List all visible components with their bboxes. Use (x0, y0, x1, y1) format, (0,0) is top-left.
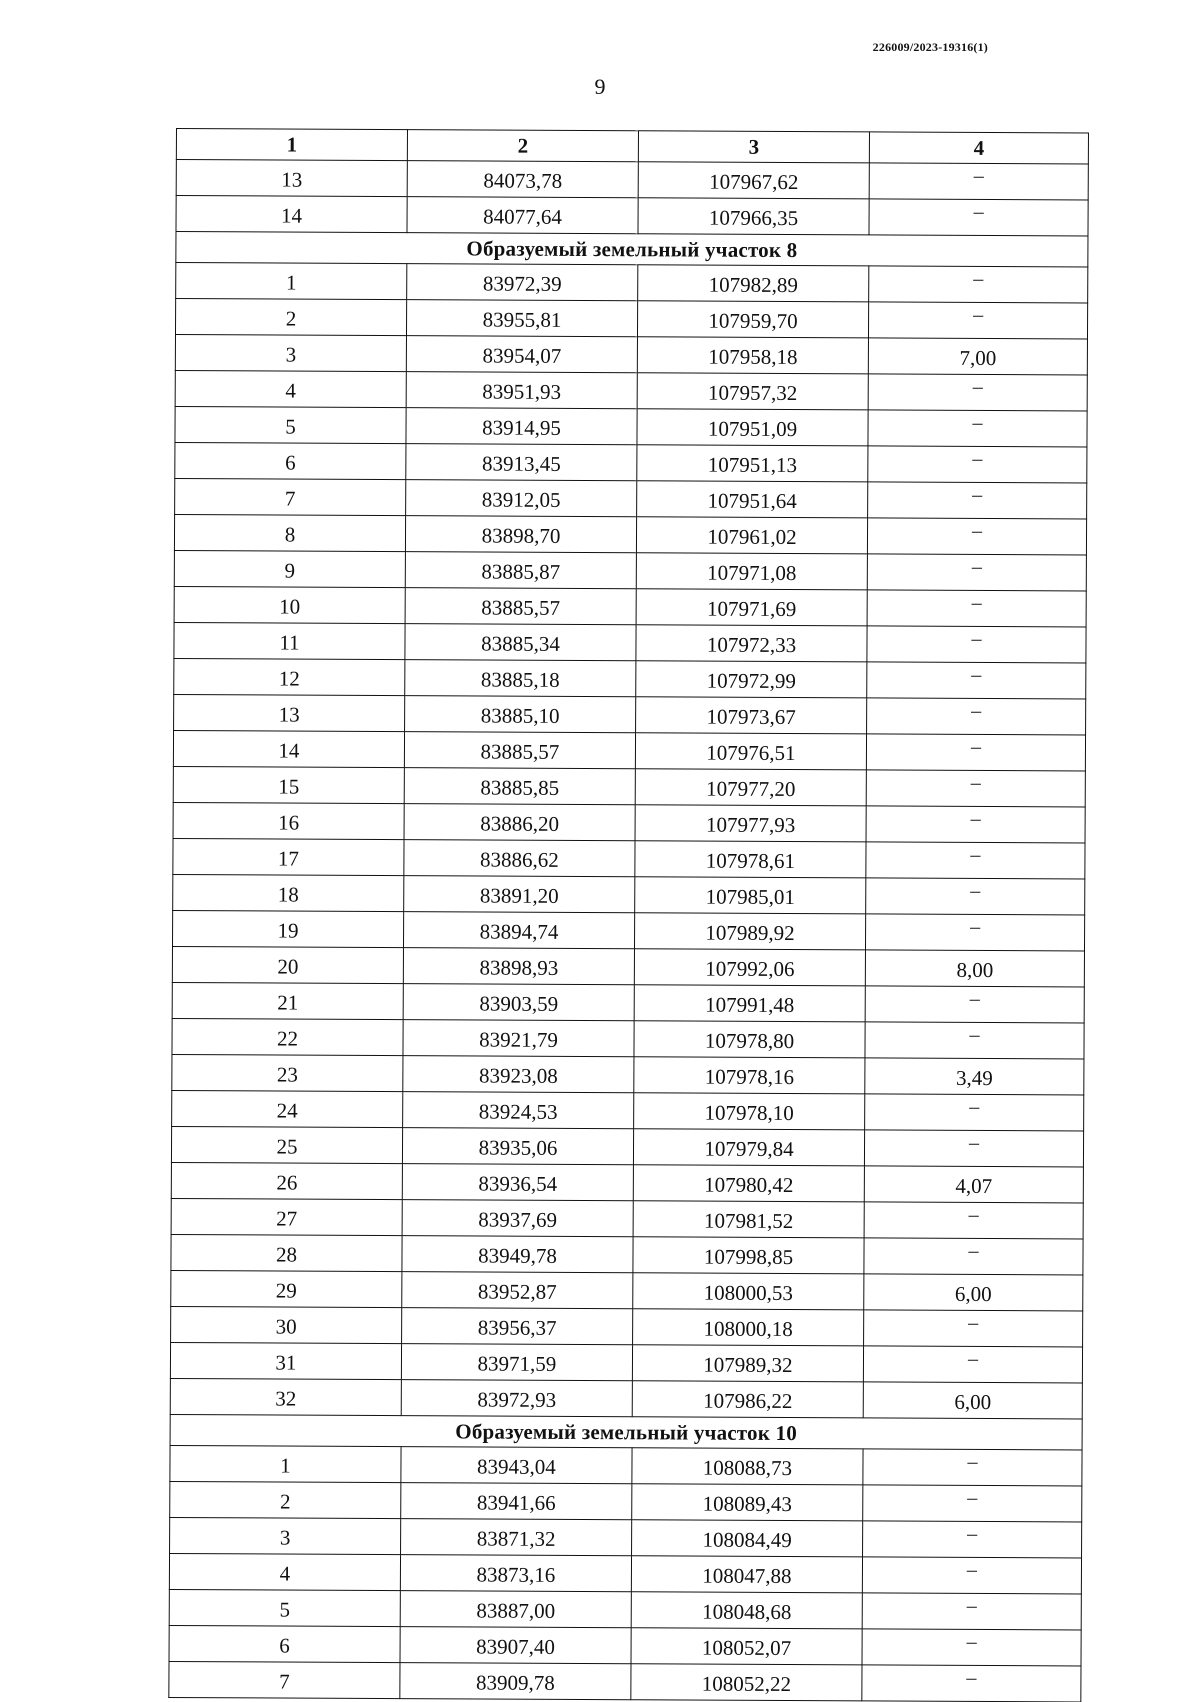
point-number-cell: 3 (170, 1517, 401, 1554)
point-number-cell: 5 (175, 406, 406, 443)
x-coordinate-cell: 83943,04 (401, 1447, 632, 1484)
point-number-cell: 14 (176, 196, 407, 233)
point-number-cell: 23 (172, 1054, 403, 1091)
value-cell: 8,00 (865, 950, 1084, 987)
y-coordinate-cell: 107976,51 (635, 733, 866, 770)
x-coordinate-cell: 83971,59 (401, 1344, 632, 1381)
section-title: Образуемый земельный участок 10 (170, 1414, 1082, 1449)
point-number-cell: 27 (171, 1198, 402, 1235)
table-row (176, 160, 1088, 200)
value-cell: – (867, 698, 1086, 735)
point-number-cell: 1 (170, 1445, 401, 1482)
y-coordinate-cell: 107989,92 (634, 913, 865, 950)
table-row (170, 1481, 1082, 1521)
x-coordinate-cell: 83885,10 (405, 696, 636, 733)
table-header (176, 129, 1088, 164)
y-coordinate-cell: 107992,06 (634, 949, 865, 986)
y-coordinate-cell: 107971,69 (636, 589, 867, 626)
point-number-cell: 17 (173, 838, 404, 875)
table-row (169, 1625, 1081, 1665)
section-title: Образуемый земельный участок 8 (176, 232, 1088, 267)
table-row (173, 766, 1085, 806)
point-number-cell: 30 (171, 1306, 402, 1343)
point-number-cell: 31 (170, 1342, 401, 1379)
value-cell: – (862, 1593, 1081, 1630)
table-row (169, 1589, 1081, 1629)
x-coordinate-cell: 84077,64 (407, 197, 638, 234)
x-coordinate-cell: 83907,40 (400, 1627, 631, 1664)
y-coordinate-cell: 107951,64 (637, 481, 868, 518)
point-number-cell: 10 (174, 586, 405, 623)
point-number-cell: 1 (176, 263, 407, 300)
value-cell: – (866, 842, 1085, 879)
x-coordinate-cell: 83952,87 (402, 1272, 633, 1309)
point-number-cell: 25 (171, 1126, 402, 1163)
x-coordinate-cell: 83909,78 (400, 1663, 631, 1700)
value-cell: 7,00 (868, 338, 1087, 375)
point-number-cell: 7 (169, 1661, 400, 1698)
value-cell: – (866, 770, 1085, 807)
table-row (173, 730, 1085, 770)
point-number-cell: 11 (174, 622, 405, 659)
point-number-cell: 4 (175, 370, 406, 407)
x-coordinate-cell: 83913,45 (406, 444, 637, 481)
value-cell: – (867, 554, 1086, 591)
x-coordinate-cell: 83954,07 (406, 336, 637, 373)
table-row (175, 299, 1087, 339)
coordinates-table (168, 128, 1089, 1702)
x-coordinate-cell: 83885,34 (405, 624, 636, 661)
y-coordinate-cell: 107978,16 (634, 1057, 865, 1094)
value-cell: – (863, 1521, 1082, 1558)
x-coordinate-cell: 83894,74 (403, 912, 634, 949)
table-row (174, 658, 1086, 698)
point-number-cell: 7 (175, 478, 406, 515)
point-number-cell: 24 (172, 1090, 403, 1127)
point-number-cell: 20 (172, 946, 403, 983)
table-row (170, 1517, 1082, 1557)
point-number-cell: 18 (173, 874, 404, 911)
point-number-cell: 13 (176, 160, 407, 197)
y-coordinate-cell: 107972,33 (636, 625, 867, 662)
value-cell: – (865, 1094, 1084, 1131)
x-coordinate-cell: 83972,93 (401, 1380, 632, 1417)
y-coordinate-cell: 107981,52 (633, 1201, 864, 1238)
table-row (171, 1198, 1083, 1238)
point-number-cell: 29 (171, 1270, 402, 1307)
table-row (176, 196, 1088, 236)
table-row (175, 478, 1087, 518)
value-cell: – (863, 1485, 1082, 1522)
column-header-4: 4 (869, 132, 1088, 164)
table-row (171, 1162, 1083, 1202)
table-row (174, 550, 1086, 590)
point-number-cell: 22 (172, 1018, 403, 1055)
table-row (171, 1126, 1083, 1166)
x-coordinate-cell: 83949,78 (402, 1236, 633, 1273)
y-coordinate-cell: 107979,84 (633, 1129, 864, 1166)
y-coordinate-cell: 107966,35 (638, 198, 869, 235)
y-coordinate-cell: 107967,62 (638, 162, 869, 199)
x-coordinate-cell: 83885,85 (404, 768, 635, 805)
x-coordinate-cell: 83871,32 (401, 1519, 632, 1556)
y-coordinate-cell: 107982,89 (638, 265, 869, 302)
y-coordinate-cell: 107959,70 (637, 301, 868, 338)
x-coordinate-cell: 83885,18 (405, 660, 636, 697)
y-coordinate-cell: 107978,10 (634, 1093, 865, 1130)
table-row (175, 334, 1087, 374)
point-number-cell: 13 (174, 694, 405, 731)
value-cell: – (868, 446, 1087, 483)
table-row (174, 586, 1086, 626)
x-coordinate-cell: 84073,78 (407, 161, 638, 198)
table-row (175, 442, 1087, 482)
x-coordinate-cell: 83873,16 (400, 1555, 631, 1592)
table-row (173, 910, 1085, 950)
y-coordinate-cell: 107958,18 (637, 337, 868, 374)
x-coordinate-cell: 83885,57 (405, 588, 636, 625)
point-number-cell: 3 (175, 334, 406, 371)
value-cell: – (864, 1202, 1083, 1239)
y-coordinate-cell: 108000,53 (633, 1273, 864, 1310)
value-cell: 6,00 (863, 1382, 1082, 1419)
value-cell: 6,00 (864, 1274, 1083, 1311)
point-number-cell: 21 (172, 982, 403, 1019)
x-coordinate-cell: 83924,53 (403, 1092, 634, 1129)
value-cell: – (865, 986, 1084, 1023)
y-coordinate-cell: 107973,67 (636, 697, 867, 734)
table-row (171, 1270, 1083, 1310)
table-row (169, 1661, 1081, 1701)
value-cell: – (867, 662, 1086, 699)
x-coordinate-cell: 83885,87 (405, 552, 636, 589)
point-number-cell: 15 (173, 766, 404, 803)
y-coordinate-cell: 107951,09 (637, 409, 868, 446)
y-coordinate-cell: 107971,08 (636, 553, 867, 590)
x-coordinate-cell: 83885,57 (404, 732, 635, 769)
x-coordinate-cell: 83898,93 (403, 948, 634, 985)
table-row (173, 802, 1085, 842)
y-coordinate-cell: 107978,80 (634, 1021, 865, 1058)
y-coordinate-cell: 107978,61 (635, 841, 866, 878)
y-coordinate-cell: 108088,73 (632, 1448, 863, 1485)
value-cell: – (864, 1310, 1083, 1347)
table-row (172, 946, 1084, 986)
point-number-cell: 2 (170, 1481, 401, 1518)
x-coordinate-cell: 83886,62 (404, 840, 635, 877)
value-cell: – (862, 1557, 1081, 1594)
page-number: 9 (594, 74, 606, 99)
x-coordinate-cell: 83921,79 (403, 1020, 634, 1057)
value-cell: – (864, 1238, 1083, 1275)
value-cell: – (863, 1346, 1082, 1383)
value-cell: – (865, 1022, 1084, 1059)
point-number-cell: 9 (174, 550, 405, 587)
value-cell: – (867, 626, 1086, 663)
table-row (174, 514, 1086, 554)
x-coordinate-cell: 83972,39 (407, 264, 638, 301)
column-header-1: 1 (176, 129, 407, 161)
point-number-cell: 12 (174, 658, 405, 695)
section-title-row (170, 1414, 1082, 1449)
table-body (169, 160, 1089, 1702)
y-coordinate-cell: 107998,85 (633, 1237, 864, 1274)
y-coordinate-cell: 107985,01 (635, 877, 866, 914)
point-number-cell: 4 (169, 1553, 400, 1590)
value-cell: – (866, 734, 1085, 771)
y-coordinate-cell: 107977,93 (635, 805, 866, 842)
table-row (174, 694, 1086, 734)
table-row (170, 1342, 1082, 1382)
table-row (176, 263, 1088, 303)
value-cell: 3,49 (865, 1058, 1084, 1095)
table-row (173, 838, 1085, 878)
x-coordinate-cell: 83941,66 (401, 1483, 632, 1520)
x-coordinate-cell: 83891,20 (404, 876, 635, 913)
value-cell: – (868, 374, 1087, 411)
point-number-cell: 14 (173, 730, 404, 767)
y-coordinate-cell: 108089,43 (632, 1484, 863, 1521)
table-row (175, 370, 1087, 410)
point-number-cell: 19 (173, 910, 404, 947)
x-coordinate-cell: 83955,81 (406, 300, 637, 337)
table-row (175, 406, 1087, 446)
value-cell: – (866, 806, 1085, 843)
y-coordinate-cell: 108052,07 (631, 1628, 862, 1665)
value-cell: – (867, 590, 1086, 627)
table-row (171, 1234, 1083, 1274)
value-cell: – (866, 878, 1085, 915)
x-coordinate-cell: 83937,69 (402, 1200, 633, 1237)
y-coordinate-cell: 108047,88 (631, 1556, 862, 1593)
x-coordinate-cell: 83903,59 (403, 984, 634, 1021)
y-coordinate-cell: 107991,48 (634, 985, 865, 1022)
x-coordinate-cell: 83935,06 (402, 1128, 633, 1165)
x-coordinate-cell: 83951,93 (406, 372, 637, 409)
table-row (172, 1090, 1084, 1130)
value-cell: – (869, 199, 1088, 236)
value-cell: – (868, 410, 1087, 447)
point-number-cell: 6 (175, 442, 406, 479)
point-number-cell: 32 (170, 1378, 401, 1415)
x-coordinate-cell: 83936,54 (402, 1164, 633, 1201)
y-coordinate-cell: 107980,42 (633, 1165, 864, 1202)
value-cell: – (865, 914, 1084, 951)
table-row (169, 1553, 1081, 1593)
table-row (172, 1018, 1084, 1058)
value-cell: – (867, 518, 1086, 555)
x-coordinate-cell: 83887,00 (400, 1591, 631, 1628)
x-coordinate-cell: 83956,37 (402, 1308, 633, 1345)
y-coordinate-cell: 107986,22 (632, 1381, 863, 1418)
table-row (171, 1306, 1083, 1346)
table-row (172, 1054, 1084, 1094)
table-row (170, 1378, 1082, 1418)
x-coordinate-cell: 83914,95 (406, 408, 637, 445)
x-coordinate-cell: 83898,70 (405, 516, 636, 553)
x-coordinate-cell: 83923,08 (403, 1056, 634, 1093)
point-number-cell: 16 (173, 802, 404, 839)
point-number-cell: 26 (171, 1162, 402, 1199)
y-coordinate-cell: 107951,13 (637, 445, 868, 482)
value-cell: – (869, 163, 1088, 200)
value-cell: – (868, 302, 1087, 339)
y-coordinate-cell: 108084,49 (632, 1520, 863, 1557)
table-row (173, 874, 1085, 914)
y-coordinate-cell: 108052,22 (631, 1664, 862, 1701)
value-cell: – (863, 1449, 1082, 1486)
column-header-2: 2 (407, 130, 638, 162)
value-cell: – (864, 1130, 1083, 1167)
y-coordinate-cell: 107961,02 (636, 517, 867, 554)
y-coordinate-cell: 108000,18 (633, 1309, 864, 1346)
document-code: 226009/2023-19316(1) (872, 40, 988, 54)
x-coordinate-cell: 83912,05 (406, 480, 637, 517)
value-cell: – (869, 266, 1088, 303)
value-cell: – (868, 482, 1087, 519)
table-row (170, 1445, 1082, 1485)
value-cell: – (862, 1629, 1081, 1666)
point-number-cell: 8 (174, 514, 405, 551)
point-number-cell: 28 (171, 1234, 402, 1271)
point-number-cell: 5 (169, 1589, 400, 1626)
table-row (172, 982, 1084, 1022)
y-coordinate-cell: 108048,68 (631, 1592, 862, 1629)
value-cell: 4,07 (864, 1166, 1083, 1203)
column-header-3: 3 (638, 131, 869, 163)
point-number-cell: 6 (169, 1625, 400, 1662)
y-coordinate-cell: 107989,32 (632, 1345, 863, 1382)
table-row (174, 622, 1086, 662)
x-coordinate-cell: 83886,20 (404, 804, 635, 841)
y-coordinate-cell: 107972,99 (636, 661, 867, 698)
section-title-row (176, 232, 1088, 267)
y-coordinate-cell: 107977,20 (635, 769, 866, 806)
point-number-cell: 2 (175, 299, 406, 336)
header-row (176, 129, 1088, 164)
value-cell: – (862, 1665, 1081, 1702)
y-coordinate-cell: 107957,32 (637, 373, 868, 410)
